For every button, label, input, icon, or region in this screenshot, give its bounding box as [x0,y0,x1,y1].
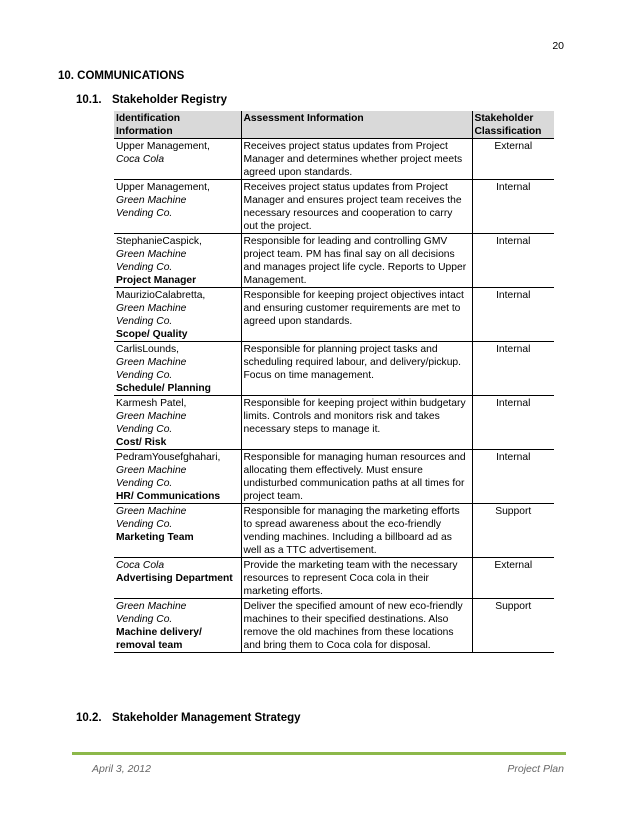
table-row [114,450,554,504]
stakeholder-organization-line2: Vending Co. [116,478,173,489]
stakeholder-organization: Green Machine [116,249,187,260]
header-identification: Identification Information [114,111,241,139]
stakeholder-role: HR/ Communications [116,491,221,502]
subsection-heading-registry [76,94,227,106]
stakeholder-organization: Green Machine [116,411,187,422]
classification-cell: Support [472,599,554,653]
classification-cell: Internal [472,288,554,342]
assessment-cell: Responsible for keeping project objectives intact and ensuring customer requirements are met to agreed upon standards. [241,288,472,342]
subsection-number: 10.1. [76,94,102,106]
stakeholder-name: MaurizioCalabretta, [116,290,206,301]
stakeholder-organization-line2: Vending Co. [116,424,173,435]
stakeholder-registry-table [114,111,554,653]
identification-cell [114,396,241,450]
stakeholder-organization-line2: Vending Co. [116,316,173,327]
classification-cell: Internal [472,450,554,504]
table-row [114,599,554,653]
classification-cell: Support [472,504,554,558]
table-row [114,396,554,450]
stakeholder-organization-line2: Vending Co. [116,614,173,625]
assessment-cell: Responsible for managing human resources and allocating them effectively. Must ensure undisturbed communication paths at all times for project team. [241,450,472,504]
assessment-cell: Responsible for keeping project within budgetary limits. Controls and monitors risk and takes necessary steps to manage it. [241,396,472,450]
stakeholder-organization-line2: Vending Co. [116,208,173,219]
stakeholder-organization-line2: Vending Co. [116,519,173,530]
identification-cell [114,180,241,234]
identification-cell [114,139,241,180]
table-row [114,558,554,599]
stakeholder-organization-line2: Vending Co. [116,370,173,381]
footer-date: April 3, 2012 [92,763,151,775]
subsection-title: Stakeholder Management Strategy [112,712,301,724]
section-heading: 10. COMMUNICATIONS [58,70,185,82]
stakeholder-role: Machine delivery/ removal team [116,627,202,651]
identification-cell [114,504,241,558]
header-assessment: Assessment Information [241,111,472,139]
identification-cell [114,288,241,342]
classification-cell: Internal [472,342,554,396]
classification-cell: Internal [472,180,554,234]
table-row [114,504,554,558]
table-header-row [114,111,554,139]
assessment-cell: Responsible for planning project tasks and scheduling required labour, and delivery/pickup. Focus on time management. [241,342,472,396]
classification-cell: Internal [472,396,554,450]
subsection-heading-strategy [76,712,301,724]
stakeholder-organization: Green Machine [116,506,187,517]
stakeholder-name: StephanieCaspick, [116,236,202,247]
assessment-cell: Receives project status updates from Project Manager and determines whether project meets agreed upon standards. [241,139,472,180]
table-row [114,234,554,288]
classification-cell: External [472,139,554,180]
identification-cell [114,599,241,653]
subsection-number: 10.2. [76,712,102,724]
classification-cell: Internal [472,234,554,288]
assessment-cell: Responsible for leading and controlling GMV project team. PM has final say on all decisions and manages project life cycle. Reports to Upper Management. [241,234,472,288]
stakeholder-organization: Green Machine [116,465,187,476]
footer-doc-title: Project Plan [507,763,564,775]
stakeholder-role: Schedule/ Planning [116,383,211,394]
stakeholder-name: PedramYousefghahari, [116,452,221,463]
assessment-cell: Provide the marketing team with the necessary resources to represent Coca cola in their marketing efforts. [241,558,472,599]
stakeholder-role: Cost/ Risk [116,437,167,448]
stakeholder-name: Upper Management, [116,141,210,152]
stakeholder-organization: Green Machine [116,357,187,368]
footer-divider [72,752,566,755]
subsection-title: Stakeholder Registry [112,94,228,106]
identification-cell [114,558,241,599]
stakeholder-organization: Coca Cola [116,560,165,571]
table-row [114,180,554,234]
classification-cell: External [472,558,554,599]
page-number: 20 [552,40,564,52]
assessment-cell: Receives project status updates from Project Manager and ensures project team receives the necessary resources and cooperation to carry out the project. [241,180,472,234]
stakeholder-name: Upper Management, [116,182,210,193]
stakeholder-organization-line2: Vending Co. [116,262,173,273]
stakeholder-role: Scope/ Quality [116,329,188,340]
stakeholder-organization: Green Machine [116,601,187,612]
table-row [114,288,554,342]
assessment-cell: Responsible for managing the marketing efforts to spread awareness about the eco-friendly vending machines. Including a billboard ad as well as a TTC advertisement. [241,504,472,558]
assessment-cell: Deliver the specified amount of new eco-friendly machines to their specified destinations. Also remove the old machines from these locations and bring them to Coca cola for disposal. [241,599,472,653]
stakeholder-organization: Coca Cola [116,154,165,165]
stakeholder-organization: Green Machine [116,195,187,206]
stakeholder-role: Marketing Team [116,532,194,543]
header-classification: Stakeholder Classification [472,111,554,139]
identification-cell [114,342,241,396]
stakeholder-organization: Green Machine [116,303,187,314]
stakeholder-role: Project Manager [116,275,197,286]
stakeholder-name: Karmesh Patel, [116,398,187,409]
stakeholder-role: Advertising Department [116,573,233,584]
stakeholder-name: CarlisLounds, [116,344,179,355]
identification-cell [114,450,241,504]
table-row [114,139,554,180]
identification-cell [114,234,241,288]
table-row [114,342,554,396]
